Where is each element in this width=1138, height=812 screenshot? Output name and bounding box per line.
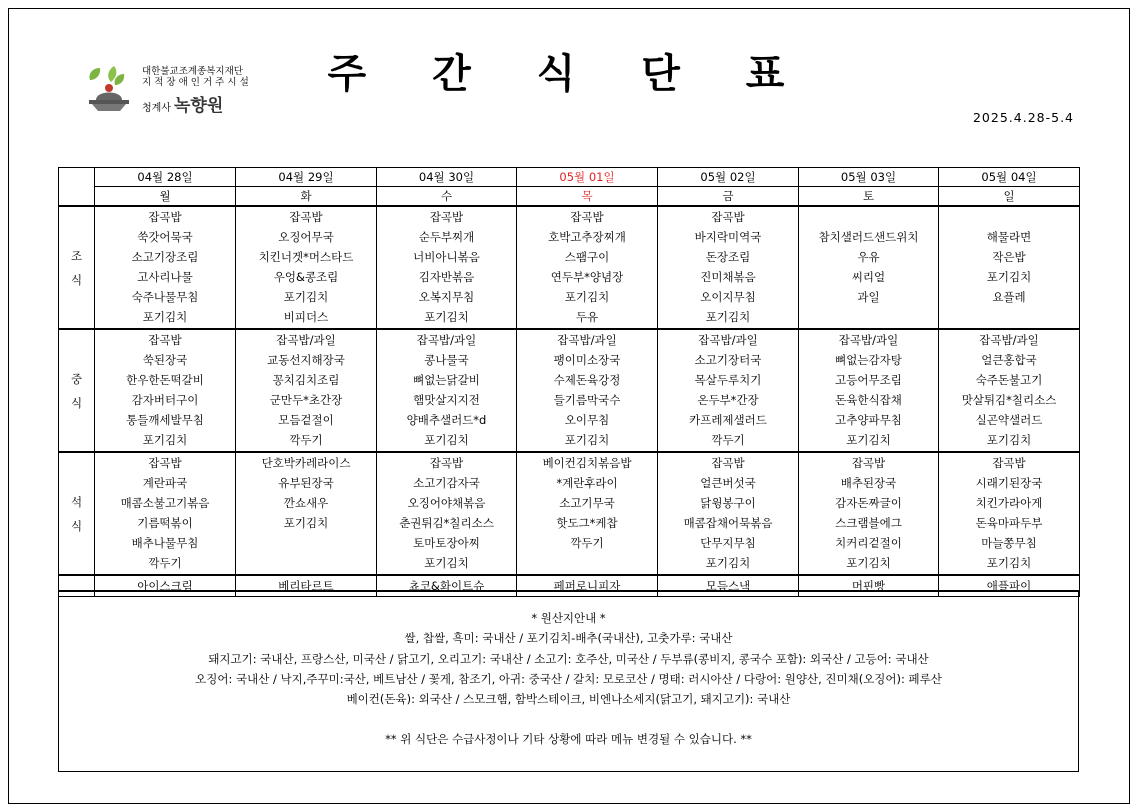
menu-item: 해물라면 — [986, 230, 1032, 244]
snack-item: 아이스크림 — [95, 575, 236, 597]
menu-item: 잡곡밥 — [429, 210, 464, 224]
menu-item: 소고기무국 — [559, 496, 615, 510]
menu-item: 유부된장국 — [278, 476, 334, 490]
menu-item: 잡곡밥 — [148, 210, 182, 224]
origin-line: 베이컨(돈육): 외국산 / 스모크햄, 함박스테이크, 비엔나소세지(닭고기, 돼지고기): 국내산 — [346, 692, 791, 707]
meal-label-char: 조 — [70, 248, 83, 263]
snack-item: 쵸코&화이트슈 — [377, 575, 517, 597]
day-date: 05월 03일 — [799, 168, 939, 187]
menu-item: 닭윙봉구이 — [700, 496, 756, 510]
meal-label — [59, 206, 95, 329]
menu-item: 실곤약샐러드 — [975, 413, 1043, 427]
menu-cell — [377, 452, 517, 575]
menu-item: 맛살튀김*칠리소스 — [961, 393, 1057, 407]
menu-item: 교동선지해장국 — [267, 353, 345, 367]
menu-item: 오징어야채볶음 — [407, 496, 486, 510]
menu-item: 순두부찌개 — [418, 230, 475, 244]
menu-item: *계란후라이 — [556, 476, 618, 490]
menu-item: 오복지무침 — [418, 290, 475, 304]
menu-item: 깐쇼새우 — [283, 496, 329, 510]
menu-item: 매콤소불고기볶음 — [120, 496, 210, 510]
menu-cell — [377, 206, 517, 329]
menu-item: 단무지무침 — [700, 536, 756, 550]
menu-cell — [95, 329, 236, 452]
menu-item: 작은밥 — [992, 250, 1026, 264]
date-row — [59, 168, 1080, 187]
menu-item: 잡곡밥 — [711, 456, 745, 470]
menu-item: 뼈없는닭갈비 — [413, 373, 480, 387]
menu-item: 숙주나물무침 — [131, 290, 199, 304]
org-name-prefix: 청계사 — [142, 103, 171, 114]
day-date: 05월 04일 — [939, 168, 1080, 187]
menu-item: 카프레제샐러드 — [689, 413, 767, 427]
meal-row — [59, 452, 1080, 575]
snack-item: 모듬스낵 — [658, 575, 799, 597]
page-title: 주 간 식 단 표 — [327, 51, 811, 97]
menu-item: 포기김치 — [705, 310, 751, 324]
menu-item: 오이무침 — [564, 413, 610, 427]
menu-item — [517, 553, 657, 573]
menu-cell — [517, 452, 658, 575]
menu-cell — [939, 329, 1080, 452]
menu-item — [799, 307, 938, 327]
menu-item: 포기김치 — [705, 556, 751, 570]
menu-item: 모듬겉절이 — [278, 413, 334, 427]
day-date: 04월 29일 — [236, 168, 377, 187]
menu-item — [939, 207, 1079, 227]
menu-item: 깍두기 — [289, 433, 323, 447]
menu-cell — [799, 452, 939, 575]
meal-label-char: 식 — [70, 272, 83, 287]
snack-item: 애플파이 — [939, 575, 1080, 597]
menu-item: 잡곡밥 — [148, 456, 182, 470]
menu-item: 돈장조림 — [705, 250, 751, 264]
menu-item: 쑥갓어묵국 — [137, 230, 193, 244]
menu-item: 단호박카레라이스 — [261, 456, 351, 470]
corner-cell — [59, 168, 95, 207]
menu-item: 포기김치 — [424, 310, 469, 324]
weekly-menu-table — [58, 167, 1080, 597]
menu-item: 햄맛살지지전 — [413, 393, 480, 407]
menu-item: 잡곡밥 — [570, 210, 604, 224]
menu-item: 두유 — [575, 310, 599, 324]
menu-item: 계란파국 — [142, 476, 188, 490]
meal-rows — [59, 206, 1080, 575]
menu-item: 양배추샐러드*d — [406, 413, 487, 427]
menu-cell — [939, 452, 1080, 575]
menu-cell — [658, 452, 799, 575]
menu-item: 들기름막국수 — [553, 393, 621, 407]
menu-cell — [799, 329, 939, 452]
menu-item: 참치샐러드샌드위치 — [818, 230, 919, 244]
day-date: 04월 28일 — [95, 168, 236, 187]
meal-label — [59, 452, 95, 575]
menu-item: 춘권튀김*칠리소스 — [399, 516, 494, 530]
menu-cell — [236, 206, 377, 329]
menu-item: 잡곡밥/과일 — [979, 333, 1039, 347]
menu-item: 포기김치 — [846, 433, 891, 447]
org-foundation-name: 대한불교조계종복지재단 — [142, 66, 243, 77]
menu-item: 쑥된장국 — [142, 353, 188, 367]
menu-item: 바지락미역국 — [694, 230, 762, 244]
organization-logo — [84, 64, 284, 116]
menu-item: 얼큰버섯국 — [700, 476, 756, 490]
menu-item: 꽁치김치조림 — [272, 373, 340, 387]
day-weekday: 금 — [658, 187, 799, 207]
menu-item: 치킨너겟*머스타드 — [258, 250, 354, 264]
menu-cell — [95, 452, 236, 575]
origin-title: * 원산지안내 * — [531, 611, 606, 625]
menu-item: 포기김치 — [564, 433, 610, 447]
origin-line: 돼지고기: 국내산, 프랑스산, 미국산 / 닭고기, 오리고기: 국내산 / 소고기: 호주산, 미국산 / 두부류(콩비지, 콩국수 포함): 외국산 / 고등어: 국내산 — [208, 651, 929, 666]
menu-item: 깍두기 — [570, 536, 604, 550]
menu-item: 스팸구이 — [564, 250, 610, 264]
day-weekday: 월 — [95, 187, 236, 207]
menu-item: 씨리얼 — [851, 270, 886, 284]
menu-item: 목살두루치기 — [694, 373, 762, 387]
day-weekday: 화 — [236, 187, 377, 207]
menu-period: 2025.4.28-5.4 — [972, 110, 1074, 125]
menu-item: 감자돈짜글이 — [835, 496, 902, 510]
menu-cell — [377, 329, 517, 452]
menu-item: 치커리겉절이 — [835, 536, 902, 550]
menu-item: 뼈없는감자탕 — [835, 353, 902, 367]
menu-item: 기름떡볶이 — [137, 516, 193, 530]
menu-item: 비피더스 — [283, 310, 329, 324]
menu-item: 숙주돈불고기 — [975, 373, 1043, 387]
meal-row — [59, 329, 1080, 452]
menu-item: 시래기된장국 — [975, 476, 1043, 490]
menu-item: 요플레 — [992, 290, 1026, 304]
menu-item: 핫도그*케찹 — [556, 516, 618, 530]
menu-item: 소고기장터국 — [694, 353, 762, 367]
menu-item: 팽이미소장국 — [553, 353, 621, 367]
menu-cell — [236, 329, 377, 452]
day-weekday: 일 — [939, 187, 1080, 207]
origin-line: 쌀, 찹쌀, 흑미: 국내산 / 포기김치-배추(국내산), 고춧가루: 국내산 — [404, 631, 733, 646]
menu-item: 포기김치 — [846, 556, 891, 570]
day-date: 05월 01일 — [517, 168, 658, 187]
menu-change-notice: ** 위 식단은 수급사정이나 기타 상황에 따라 메뉴 변경될 수 있습니다. ** — [385, 732, 752, 747]
menu-item: 베이컨김치볶음밥 — [542, 456, 632, 470]
menu-item: 치킨가라아게 — [975, 496, 1043, 510]
menu-item: 마늘쫑무침 — [981, 536, 1037, 550]
menu-item: 우엉&콩조림 — [273, 270, 339, 284]
menu-item: 호박고추장찌개 — [548, 230, 626, 244]
origin-info-box — [58, 590, 1079, 772]
day-date: 04월 30일 — [377, 168, 517, 187]
menu-item: 돈육마파두부 — [975, 516, 1043, 530]
meal-row — [59, 206, 1080, 329]
menu-item: 포기김치 — [142, 310, 188, 324]
menu-item: 너비아니볶음 — [413, 250, 480, 264]
menu-item: 포기김치 — [424, 556, 469, 570]
menu-item: 잡곡밥/과일 — [416, 333, 477, 347]
snack-item: 베리타르트 — [236, 575, 377, 597]
menu-item: 우유 — [857, 250, 880, 264]
meal-label-char: 식 — [70, 395, 83, 410]
meal-label-char: 중 — [70, 371, 83, 386]
menu-item — [799, 207, 938, 227]
menu-item: 포기김치 — [424, 433, 469, 447]
menu-item: 콩나물국 — [424, 353, 469, 367]
menu-item: 고등어무조림 — [835, 373, 902, 387]
origin-line: 오징어: 국내산 / 낙지,주꾸미:국산, 베트남산 / 꽃게, 참조기, 아귀: 중국산 / 갈치: 모로코산 / 명태: 러시아산 / 다랑어: 원양산, 진미채(오징어): 페루산 — [195, 671, 942, 686]
menu-cell — [236, 452, 377, 575]
menu-item: 포기김치 — [283, 290, 329, 304]
meal-label-char: 식 — [70, 518, 83, 533]
menu-item: 소고기장조림 — [131, 250, 199, 264]
meal-label — [59, 329, 95, 452]
menu-item: 소고기감자국 — [413, 476, 480, 490]
menu-item: 잡곡밥 — [851, 456, 886, 470]
menu-cell — [658, 206, 799, 329]
menu-item: 돈육한식잡채 — [835, 393, 902, 407]
menu-item: 온두부*간장 — [697, 393, 759, 407]
menu-item: 스크램블에그 — [835, 516, 902, 530]
menu-cell — [517, 329, 658, 452]
menu-item: 수제돈육강정 — [553, 373, 621, 387]
menu-item: 포기김치 — [142, 433, 188, 447]
menu-item: 포기김치 — [986, 270, 1032, 284]
menu-cell — [939, 206, 1080, 329]
menu-item: 통들깨세발무침 — [126, 413, 204, 427]
menu-item: 잡곡밥/과일 — [838, 333, 899, 347]
menu-item: 잡곡밥/과일 — [276, 333, 336, 347]
menu-item: 포기김치 — [986, 556, 1032, 570]
menu-item: 잡곡밥 — [289, 210, 323, 224]
menu-item: 잡곡밥/과일 — [698, 333, 758, 347]
org-name — [142, 91, 223, 116]
org-name-main: 녹향원 — [173, 96, 224, 116]
day-date: 05월 02일 — [658, 168, 799, 187]
menu-item: 잡곡밥 — [148, 333, 182, 347]
menu-item: 포기김치 — [564, 290, 610, 304]
menu-item: 잡곡밥 — [711, 210, 745, 224]
menu-item: 군만두*초간장 — [269, 393, 343, 407]
menu-cell — [95, 206, 236, 329]
menu-item: 포기김치 — [283, 516, 329, 530]
menu-item: 매콤잡채어묵볶음 — [683, 516, 773, 530]
org-facility-type: 지 적 장 애 인 거 주 시 설 — [142, 77, 249, 88]
menu-item: 잡곡밥 — [992, 456, 1026, 470]
menu-cell — [517, 206, 658, 329]
menu-item: 배추된장국 — [840, 476, 897, 490]
menu-item: 고사리나물 — [137, 270, 193, 284]
menu-item: 과일 — [857, 290, 880, 304]
day-weekday: 수 — [377, 187, 517, 207]
weekday-row — [59, 187, 1080, 207]
snack-item: 페퍼로니피자 — [517, 575, 658, 597]
menu-item: 포기김치 — [986, 433, 1032, 447]
menu-item — [939, 307, 1079, 327]
menu-item: 깍두기 — [711, 433, 745, 447]
day-weekday: 목 — [517, 187, 658, 207]
menu-item: 고추양파무침 — [835, 413, 902, 427]
menu-cell — [658, 329, 799, 452]
menu-item: 진미채볶음 — [700, 270, 756, 284]
menu-item: 토마토장아찌 — [413, 536, 480, 550]
menu-item: 잡곡밥 — [429, 456, 464, 470]
menu-cell — [799, 206, 939, 329]
menu-item: 김자반볶음 — [418, 270, 475, 284]
menu-item: 감자버터구이 — [131, 393, 199, 407]
menu-item: 잡곡밥/과일 — [557, 333, 617, 347]
lotus-logo-icon — [84, 64, 134, 114]
day-weekday: 토 — [799, 187, 939, 207]
menu-item: 배추나물무침 — [131, 536, 199, 550]
menu-item: 오이지무침 — [700, 290, 756, 304]
menu-item: 얼큰홍합국 — [981, 353, 1037, 367]
menu-item — [236, 533, 376, 553]
snack-item: 머핀빵 — [799, 575, 939, 597]
menu-item: 오징어무국 — [278, 230, 334, 244]
menu-item: 한우한돈떡갈비 — [126, 373, 204, 387]
menu-item — [236, 553, 376, 573]
meal-label-char: 석 — [70, 494, 83, 509]
menu-item: 연두부*양념장 — [550, 270, 624, 284]
menu-item: 깍두기 — [148, 556, 182, 570]
